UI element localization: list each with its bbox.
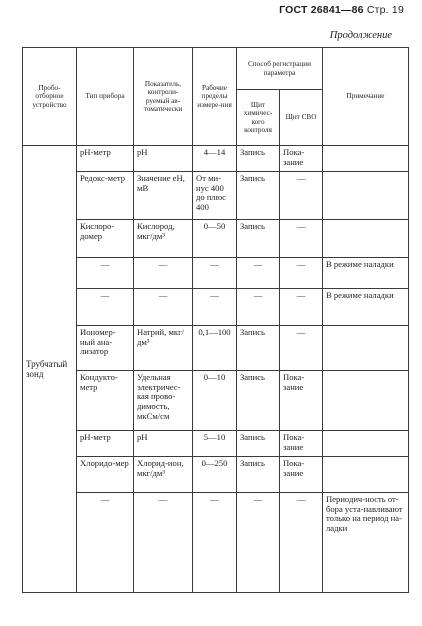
indicator-cell: Натрий, мкг/дм³: [134, 326, 193, 371]
header-note: Примечание: [323, 48, 409, 146]
note-cell: В режиме наладки: [323, 289, 409, 326]
header-registration: Способ регистрации параметра: [237, 48, 323, 90]
note-cell: [323, 431, 409, 457]
svo-cell: Пока-зание: [280, 457, 323, 493]
indicator-cell: рН: [134, 146, 193, 172]
type-cell: —: [77, 258, 134, 289]
device-cell: Трубчатый зонд: [23, 146, 77, 593]
table-row: [23, 457, 409, 493]
svo-cell: —: [280, 258, 323, 289]
type-cell: рН-метр: [77, 431, 134, 457]
header-range: Рабочие пределы измере-ния: [193, 48, 237, 146]
svo-cell: Пока-зание: [280, 146, 323, 172]
page-number: Стр. 19: [366, 4, 404, 16]
chem-cell: —: [237, 289, 280, 326]
table-row: [23, 220, 409, 258]
range-cell: —: [193, 289, 237, 326]
chem-cell: Запись: [237, 220, 280, 258]
continuation-label: Продолжение: [329, 30, 392, 41]
svo-cell: Пока-зание: [280, 371, 323, 431]
svo-cell: —: [280, 220, 323, 258]
chem-cell: Запись: [237, 371, 280, 431]
note-cell: [323, 457, 409, 493]
type-cell: Редокс-метр: [77, 172, 134, 220]
chem-cell: Запись: [237, 172, 280, 220]
svo-cell: —: [280, 493, 323, 593]
table-row: [23, 493, 409, 593]
type-cell: рН-метр: [77, 146, 134, 172]
header-panel-svo: Щит СВО: [280, 90, 323, 146]
table-row: [23, 289, 409, 326]
range-cell: 0—250: [193, 457, 237, 493]
page-header: [279, 4, 404, 16]
indicator-cell: —: [134, 258, 193, 289]
svo-cell: —: [280, 326, 323, 371]
svo-cell: —: [280, 289, 323, 326]
table-row: [23, 431, 409, 457]
chem-cell: —: [237, 493, 280, 593]
type-cell: Хлоридо-мер: [77, 457, 134, 493]
table-row: [23, 172, 409, 220]
table-row: [23, 371, 409, 431]
note-cell: Периодич-ность от-бора уста-навливают только на период на-ладки: [323, 493, 409, 593]
range-cell: 5—10: [193, 431, 237, 457]
table-header: [23, 48, 409, 146]
type-cell: —: [77, 493, 134, 593]
chem-cell: Запись: [237, 146, 280, 172]
header-panel-chem: Щит химичес-кого контроля: [237, 90, 280, 146]
range-cell: 4—14: [193, 146, 237, 172]
table-row: [23, 326, 409, 371]
indicator-cell: рН: [134, 431, 193, 457]
range-cell: —: [193, 493, 237, 593]
indicator-cell: Значение eH, мВ: [134, 172, 193, 220]
type-cell: —: [77, 289, 134, 326]
note-cell: [323, 146, 409, 172]
header-indicator: Показатель, контроли-руемый ав-томатически: [134, 48, 193, 146]
equipment-table: [22, 47, 409, 593]
note-cell: [323, 220, 409, 258]
range-cell: 0—10: [193, 371, 237, 431]
indicator-cell: Кислород, мкг/дм³: [134, 220, 193, 258]
standard-number: ГОСТ 26841—86: [279, 4, 364, 16]
chem-cell: —: [237, 258, 280, 289]
svo-cell: —: [280, 172, 323, 220]
indicator-cell: —: [134, 493, 193, 593]
indicator-cell: —: [134, 289, 193, 326]
note-cell: [323, 172, 409, 220]
svo-cell: Пока-зание: [280, 431, 323, 457]
range-cell: —: [193, 258, 237, 289]
note-cell: В режиме наладки: [323, 258, 409, 289]
chem-cell: Запись: [237, 457, 280, 493]
range-cell: От ми-нус 400 до плюс 400: [193, 172, 237, 220]
header-device: Пробо-отборное устройство: [23, 48, 77, 146]
indicator-cell: Хлорид-ион, мкг/дм³: [134, 457, 193, 493]
type-cell: Иономер-ный ана-лизатор: [77, 326, 134, 371]
range-cell: 0—50: [193, 220, 237, 258]
indicator-cell: Удельная электричес-кая прово-димость, мкСм/см: [134, 371, 193, 431]
note-cell: [323, 371, 409, 431]
range-cell: 0,1—100: [193, 326, 237, 371]
header-type: Тип прибора: [77, 48, 134, 146]
table-row: [23, 258, 409, 289]
chem-cell: Запись: [237, 431, 280, 457]
table-row: [23, 146, 409, 172]
table-body: [23, 146, 409, 593]
chem-cell: Запись: [237, 326, 280, 371]
type-cell: Кислоро-домер: [77, 220, 134, 258]
note-cell: [323, 326, 409, 371]
type-cell: Кондукто-метр: [77, 371, 134, 431]
